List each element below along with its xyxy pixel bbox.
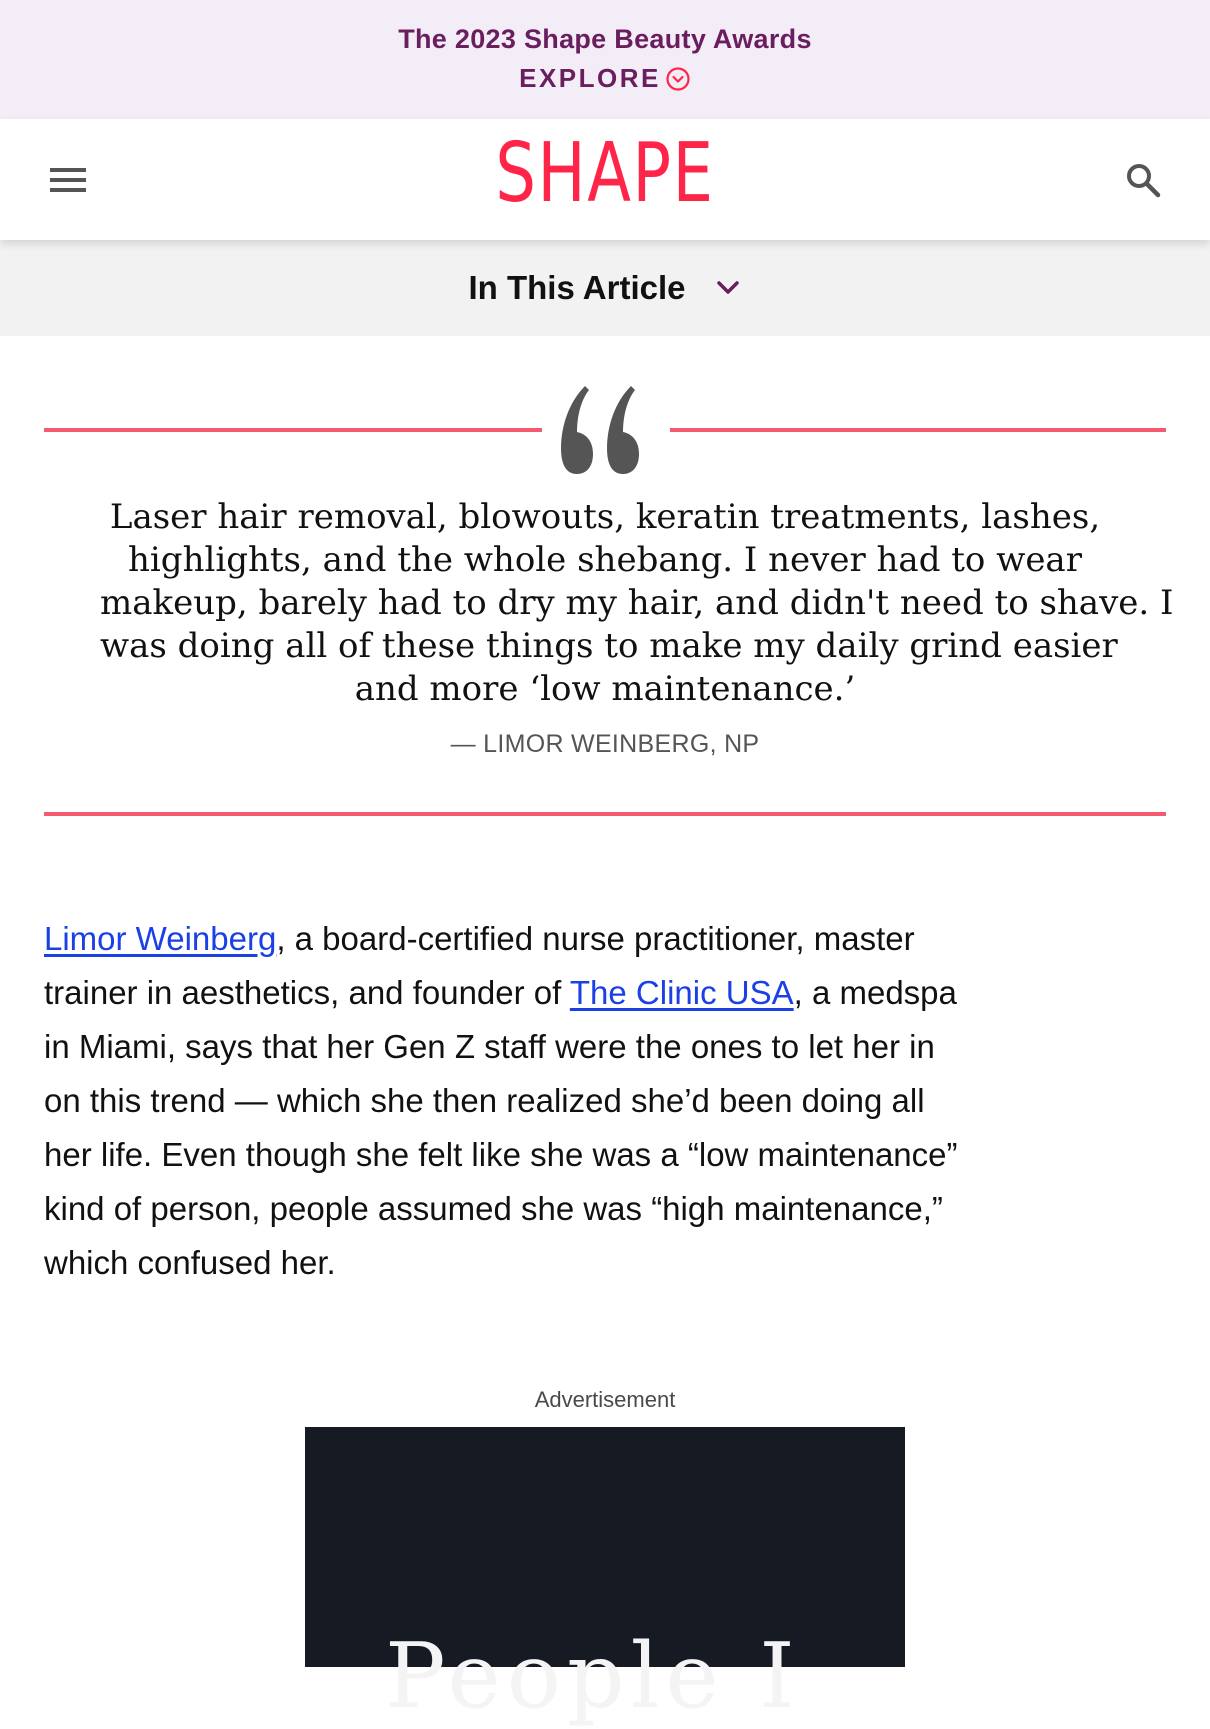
ad-headline[interactable]: People I: [385, 1624, 801, 1729]
paragraph-line: kind of person, people assumed she was “high maintenance,”: [44, 1190, 943, 1227]
explore-link[interactable]: [0, 63, 1210, 94]
quote-text: [100, 496, 1174, 711]
paragraph-line: Limor Weinberg, a board-certified nurse practitioner, master: [44, 920, 915, 957]
toc-label[interactable]: In This Article: [468, 269, 686, 306]
site-header: [0, 119, 1210, 240]
promo-banner[interactable]: [0, 0, 1210, 119]
quote-attribution: — LIMOR WEINBERG, NP: [450, 730, 760, 758]
quote-line: Laser hair removal, blowouts, keratin treatments, lashes,: [109, 497, 1101, 537]
advertisement-label: Advertisement: [534, 1387, 676, 1412]
quote-top-rule-left: [44, 428, 542, 432]
quote-line: makeup, barely had to dry my hair, and didn't need to shave. I: [100, 583, 1174, 623]
the-clinic-usa-link[interactable]: The Clinic USA: [569, 974, 794, 1011]
paragraph-line: on this trend — which she then realized she’d been doing all: [44, 1082, 925, 1119]
chevron-down-circle-icon[interactable]: [665, 66, 691, 92]
paragraph-line: which confused her.: [44, 1244, 336, 1281]
quote-line: and more ‘low maintenance.’: [354, 669, 856, 709]
promo-title[interactable]: The 2023 Shape Beauty Awards: [398, 24, 812, 54]
quote-top-rule-right: [670, 428, 1166, 432]
in-this-article-toggle[interactable]: [0, 240, 1210, 336]
quote-line: highlights, and the whole shebang. I never had to wear: [128, 540, 1082, 580]
paragraph-line: her life. Even though she felt like she was a “low maintenance”: [44, 1136, 958, 1173]
article-paragraph: [44, 912, 1174, 1290]
limor-weinberg-link[interactable]: Limor Weinberg: [44, 920, 277, 957]
search-icon[interactable]: [1122, 159, 1164, 201]
paragraph-line: trainer in aesthetics, and founder of The Clinic USA, a medspa: [44, 974, 957, 1011]
hamburger-menu-icon[interactable]: [46, 163, 88, 197]
quote-line: was doing all of these things to make my daily grind easier: [100, 626, 1118, 666]
paragraph-line: in Miami, says that her Gen Z staff were the ones to let her in: [44, 1028, 935, 1065]
quote-bottom-rule: [44, 812, 1166, 816]
explore-label[interactable]: EXPLORE: [519, 63, 661, 93]
chevron-down-icon[interactable]: [715, 278, 741, 298]
quote-mark-icon: [555, 378, 655, 488]
shape-logo[interactable]: SHAPE: [495, 126, 715, 221]
advertisement-creative[interactable]: [305, 1427, 905, 1729]
